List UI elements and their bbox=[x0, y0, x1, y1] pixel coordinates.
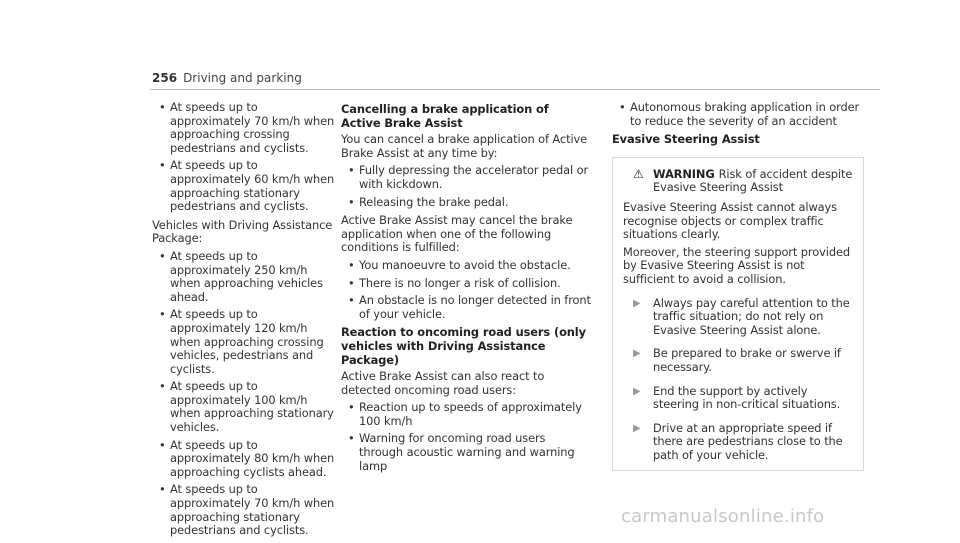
oncoming-list bbox=[341, 401, 591, 473]
cancel-methods-list bbox=[341, 164, 591, 209]
heading-evasive-steering: Evasive Steering Assist bbox=[612, 132, 760, 147]
warning-step bbox=[623, 422, 853, 463]
list-item: • You manoeuvre to avoid the obstacle. bbox=[341, 259, 591, 273]
list-item: • Releasing the brake pedal. bbox=[341, 196, 591, 210]
warning-title-text: Risk of accident despite Evasive Steering Assist bbox=[653, 166, 853, 195]
list-item: • Warning for oncoming road users through acoustic warning and warning lamp bbox=[341, 432, 591, 473]
list-item: • At speeds up to approximately 100 km/h when approaching stationary vehicles. bbox=[152, 380, 337, 434]
warning-step bbox=[623, 385, 853, 412]
section-title: Driving and parking bbox=[183, 71, 302, 85]
list-item: • At speeds up to approximately 80 km/h when approaching cyclists ahead. bbox=[152, 439, 337, 480]
cancel-conditions-intro: Active Brake Assist may cancel the brake application when one of the following conditions is fulfilled: bbox=[341, 213, 573, 255]
list-item: • An obstacle is no longer detected in front of your vehicle. bbox=[341, 294, 591, 321]
list-item: • Reaction up to speeds of approximately 100 km/h bbox=[341, 401, 591, 428]
warning-label: WARNING bbox=[653, 166, 715, 181]
list-item: • Autonomous braking application in order to reduce the severity of an accident bbox=[612, 101, 864, 128]
package-intro: Vehicles with Driving Assistance Package: bbox=[152, 217, 333, 246]
warning-step bbox=[623, 297, 853, 338]
header-divider bbox=[150, 89, 880, 90]
cancel-conditions-list bbox=[341, 259, 591, 321]
cancel-intro: You can cancel a brake application of Active Brake Assist at any time by: bbox=[341, 132, 588, 160]
list-item: • At speeds up to approximately 120 km/h when approaching crossing vehicles, pedestrians and cyclists. bbox=[152, 308, 337, 376]
list-item: • At speeds up to approximately 250 km/h when approaching vehicles ahead. bbox=[152, 250, 337, 304]
arrow-right-icon: ▶ bbox=[633, 348, 641, 360]
warning-box bbox=[612, 157, 864, 472]
speed-list-standard bbox=[152, 101, 337, 214]
list-item: • At speeds up to approximately 70 km/h when approaching crossing pedestrians and cyclists. bbox=[152, 101, 337, 155]
watermark: carmanualsonline.info bbox=[621, 506, 825, 527]
list-item: • Fully depressing the accelerator pedal or with kickdown. bbox=[341, 164, 591, 191]
list-item: • At speeds up to approximately 70 km/h when approaching stationary pedestrians and cyclists. bbox=[152, 483, 337, 537]
column-middle bbox=[341, 101, 591, 478]
warning-para-1: Evasive Steering Assist cannot always recognise objects or complex traffic situations clearly. bbox=[623, 199, 838, 242]
warning-triangle-icon: ⚠ bbox=[633, 166, 644, 181]
autonomous-list bbox=[612, 101, 864, 128]
warning-title bbox=[623, 168, 853, 195]
list-item: • At speeds up to approximately 60 km/h when approaching stationary pedestrians and cyclists. bbox=[152, 159, 337, 213]
warning-step bbox=[623, 347, 853, 374]
page-header bbox=[152, 71, 302, 85]
column-right bbox=[612, 101, 864, 471]
step-text: Drive at an appropriate speed if there are pedestrians close to the path of your vehicle. bbox=[653, 420, 843, 462]
column-left bbox=[152, 101, 337, 543]
heading-cancel-brake: Cancelling a brake application of Active Brake Assist bbox=[341, 102, 549, 130]
oncoming-intro: Active Brake Assist can also react to detected oncoming road users: bbox=[341, 369, 545, 397]
list-item: • There is no longer a risk of collision. bbox=[341, 277, 591, 291]
arrow-right-icon: ▶ bbox=[633, 297, 641, 309]
heading-oncoming-users: Reaction to oncoming road users (only vehicles with Driving Assistance Package) bbox=[341, 325, 586, 367]
step-text: Be prepared to brake or swerve if necessary. bbox=[653, 346, 841, 374]
step-text: End the support by actively steering in non-critical situations. bbox=[653, 383, 841, 412]
speed-list-package bbox=[152, 250, 337, 538]
step-text: Always pay careful attention to the traffic situation; do not rely on Evasive Steering Assist alone. bbox=[653, 295, 850, 337]
arrow-right-icon: ▶ bbox=[633, 385, 641, 397]
page-number: 256 bbox=[152, 71, 178, 85]
arrow-right-icon: ▶ bbox=[633, 422, 641, 434]
warning-para-2: Moreover, the steering support provided by Evasive Steering Assist is not sufficient to avoid a collision. bbox=[623, 244, 850, 286]
